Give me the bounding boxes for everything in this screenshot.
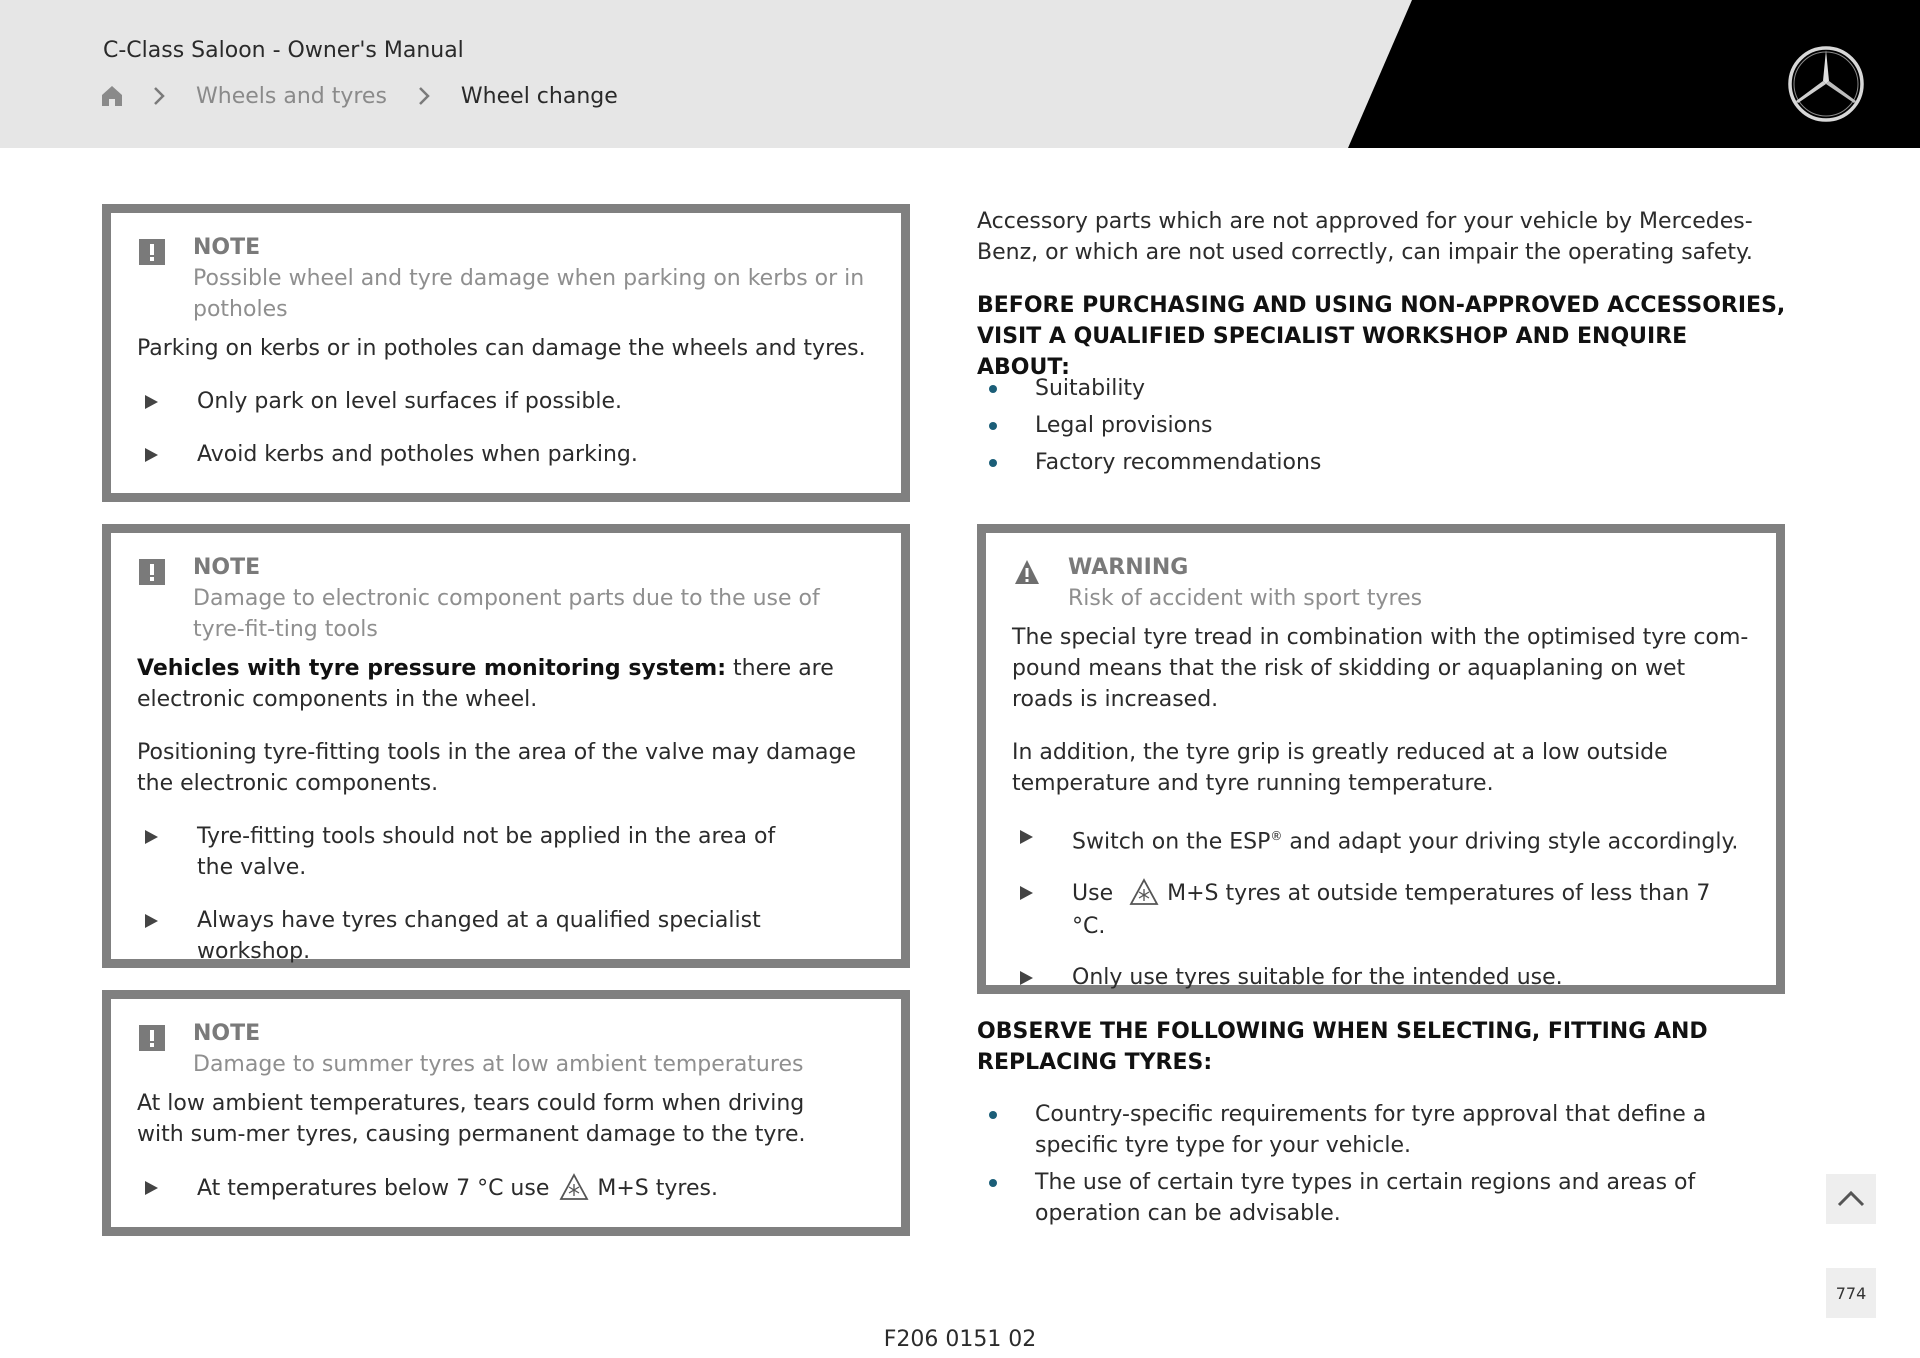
manual-title: C-Class Saloon - Owner's Manual — [103, 38, 464, 63]
accessories-heading: BEFORE PURCHASING AND USING NON-APPROVED ACCESSORIES, VISIT A QUALIFIED SPECIALIST WORKSHOP AND ENQUIRE ABOUT: — [977, 293, 1786, 380]
warning-box-sport-tyres — [977, 524, 1785, 994]
accessories-list — [977, 373, 1787, 484]
bullet-dot — [989, 459, 997, 467]
chevron-right-icon — [152, 85, 166, 107]
selection-heading: OBSERVE THE FOLLOWING WHEN SELECTING, FITTING AND REPLACING TYRES: — [977, 1019, 1708, 1075]
bold-lead: Vehicles with tyre pressure monitoring system: — [137, 656, 727, 681]
step-item — [1012, 877, 1750, 942]
step-item — [137, 386, 875, 417]
note-box-kerbs — [102, 204, 910, 502]
list-item — [977, 373, 1787, 404]
note-subtitle: Possible wheel and tyre damage when parking on kerbs or in potholes — [193, 266, 865, 322]
note-label: NOTE — [193, 555, 261, 580]
step-item — [137, 905, 875, 967]
page-number-button[interactable]: 774 — [1826, 1268, 1876, 1318]
step-text: Only park on level surfaces if possible. — [197, 389, 622, 414]
list-item-text: Country-specific requirements for tyre approval that define a specific tyre type for your vehicle. — [1035, 1102, 1707, 1158]
warning-subtitle: Risk of accident with sport tyres — [1068, 586, 1423, 611]
note-text — [137, 653, 875, 715]
note-header — [137, 553, 875, 645]
exclamation-note-icon — [139, 239, 165, 265]
triangle-right-icon — [145, 914, 158, 928]
note-subtitle: Damage to electronic component parts due to the use of tyre-fit-ting tools — [193, 586, 820, 642]
list-item — [977, 447, 1787, 478]
step-item — [1012, 962, 1750, 993]
step-text: At temperatures below 7 °C use — [197, 1176, 550, 1201]
step-item — [137, 1172, 875, 1206]
bullet-dot — [989, 1179, 997, 1187]
page-header — [0, 0, 1920, 148]
bullet-dot — [989, 422, 997, 430]
step-text-after: M+S tyres. — [597, 1176, 718, 1201]
registered-mark: ® — [1270, 829, 1283, 843]
intro-text: Accessory parts which are not approved for your vehicle by Mercedes-Benz, or which are not used correctly, can impair the operating safety. — [977, 209, 1753, 265]
warning-text: In addition, the tyre grip is greatly reduced at a low outside temperature and tyre running temperature. — [1012, 740, 1668, 796]
note-box-summer-tyres — [102, 990, 910, 1236]
warning-label: WARNING — [1068, 555, 1189, 580]
list-item — [977, 1099, 1787, 1161]
note-text: At low ambient temperatures, tears could form when driving with sum-mer tyres, causing permanent damage to the tyre. — [137, 1091, 806, 1147]
note-label: NOTE — [193, 235, 261, 260]
bullet-dot — [989, 385, 997, 393]
home-icon[interactable] — [100, 84, 124, 108]
chevron-up-icon — [1826, 1174, 1876, 1224]
note-text: Positioning tyre-fitting tools in the area of the valve may damage the electronic components. — [137, 740, 857, 796]
triangle-right-icon — [145, 395, 158, 409]
selection-list — [977, 1099, 1787, 1235]
triangle-right-icon — [145, 448, 158, 462]
exclamation-note-icon — [139, 1025, 165, 1051]
breadcrumb-wheel-change: Wheel change — [460, 83, 618, 109]
list-item-text: Suitability — [1035, 376, 1146, 401]
chevron-right-icon — [417, 85, 431, 107]
list-item-text: The use of certain tyre types in certain regions and areas of operation can be advisable. — [1035, 1170, 1696, 1226]
breadcrumb — [100, 80, 618, 112]
triangle-right-icon — [145, 1181, 158, 1195]
step-text: Always have tyres changed at a qualified specialist workshop. — [197, 908, 761, 964]
warning-text: The special tyre tread in combination with the optimised tyre com-pound means that the risk of skidding or aquaplaning on wet roads is increased. — [1012, 625, 1749, 712]
triangle-right-icon — [1020, 830, 1033, 844]
list-item-text: Factory recommendations — [1035, 450, 1322, 475]
header-black-panel — [0, 0, 1920, 148]
triangle-right-icon — [1020, 886, 1033, 900]
step-item — [137, 821, 875, 883]
step-item — [1012, 821, 1750, 857]
snowflake-mountain-icon — [1129, 877, 1159, 907]
note-label: NOTE — [193, 1021, 261, 1046]
step-text: Only use tyres suitable for the intended use. — [1072, 965, 1563, 991]
step-text-after: M+S tyres at outside temperatures of less than 7 °C. — [1072, 881, 1711, 940]
breadcrumb-wheels-and-tyres[interactable]: Wheels and tyres — [196, 83, 387, 109]
step-text: Tyre-fitting tools should not be applied in the area of the valve. — [197, 824, 776, 880]
note-box-tyre-fitting-tools — [102, 524, 910, 968]
step-text: Avoid kerbs and potholes when parking. — [197, 442, 638, 467]
exclamation-note-icon — [139, 559, 165, 585]
triangle-right-icon — [1020, 971, 1033, 985]
step-item — [137, 439, 875, 470]
step-text: Switch on the ESP — [1072, 829, 1271, 855]
triangle-right-icon — [145, 830, 158, 844]
lead-rest: there are electronic components in the wheel. — [137, 656, 834, 712]
note-subtitle: Damage to summer tyres at low ambient temperatures — [193, 1052, 804, 1077]
note-header — [137, 233, 875, 325]
step-text-after: and adapt your driving style accordingly. — [1282, 829, 1739, 855]
note-text: Parking on kerbs or in potholes can damage the wheels and tyres. — [137, 336, 866, 361]
warning-header — [1012, 553, 1750, 614]
list-item — [977, 1167, 1787, 1229]
step-text: Use — [1072, 881, 1114, 907]
document-code: F206 0151 02 — [883, 1327, 1037, 1352]
note-header — [137, 1019, 875, 1080]
scroll-up-button[interactable] — [1826, 1174, 1876, 1224]
snowflake-mountain-icon — [559, 1172, 589, 1202]
mercedes-star-icon — [1786, 44, 1866, 124]
list-item — [977, 410, 1787, 441]
warning-triangle-icon — [1014, 559, 1040, 585]
list-item-text: Legal provisions — [1035, 413, 1213, 438]
bullet-dot — [989, 1111, 997, 1119]
